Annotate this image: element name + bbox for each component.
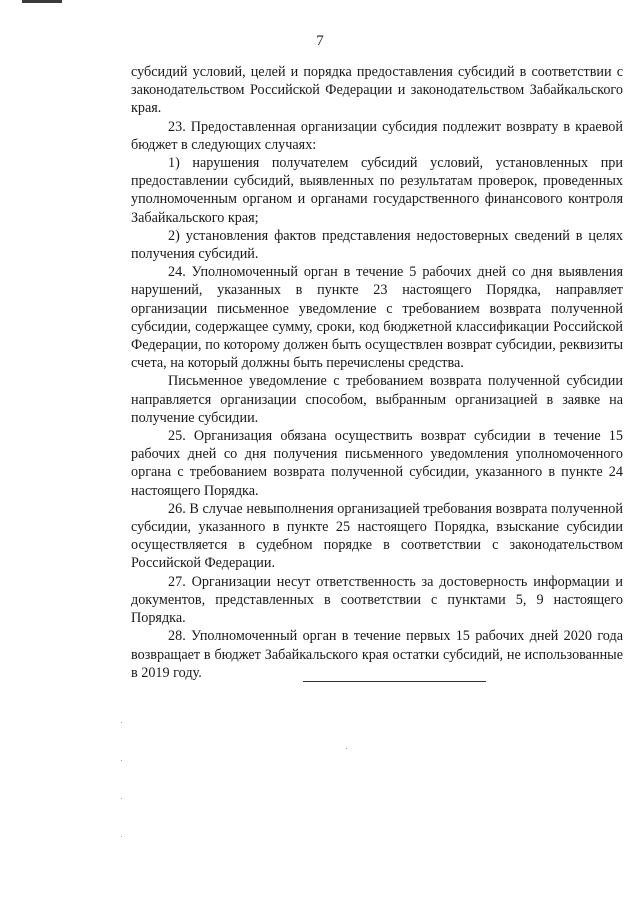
paragraph-26: 26. В случае невыполнения организацией требования возврата полученной субсидии, указанного в пункте 25 настоящего Порядка, взыскание субсидии осуществляется в судебном порядке в соответствии с законодательством Российской Федерации. [131,500,623,572]
paragraph-23-item-1: 1) нарушения получателем субсидий условий, установленных при предоставлении субсидий, выявленных по результатам проверок, проведенных уполномоченным органом и органами государственного финансового контроля Забайкальского края; [131,155,623,226]
paragraph-23: 23. Предоставленная организации субсидия подлежит возврату в краевой бюджет в следующих случаях: [131,118,623,153]
scan-edge-mark [22,0,62,3]
scan-speck [121,798,122,799]
scan-speck [121,836,122,837]
scan-speck [346,748,347,749]
paragraph-25: 25. Организация обязана осуществить возврат субсидии в течение 15 рабочих дней со дня получения письменного уведомления уполномоченного органа с требованием возврата полученной субсидии, указанного в пункте 24 настоящего Порядка. [131,428,623,499]
paragraph-23-item-2: 2) установления фактов представления недостоверных сведений в целях получения субсидий. [131,227,623,263]
closing-rule [303,681,486,682]
paragraph-24: 24. Уполномоченный орган в течение 5 рабочих дней со дня выявления нарушений, указанных в пункте 23 настоящего Порядка, направляет организации письменное уведомление с требованием возврата полученной субсидии, содержащее сумму, сроки, код бюджетной классификации Российской Федерации, по которому должен быть осуществлен возврат субсидии, реквизиты счета, на который должны быть перечислены средства. [131,264,623,372]
document-body [131,63,623,682]
scan-speck [121,760,122,761]
page-number: 7 [316,33,324,49]
paragraph-28: 28. Уполномоченный орган в течение первых 15 рабочих дней 2020 года возвращает в бюджет Забайкальского края остатки субсидий, не использованные в 2019 году. [131,628,623,681]
paragraph-27: 27. Организации несут ответственность за достоверность информации и документов, представленных в соответствии с пунктами 5, 9 настоящего Порядка. [131,573,623,627]
scan-speck [121,722,122,723]
paragraph-continuation: субсидий условий, целей и порядка предоставления субсидий в соответствии с законодательством Российской Федерации и законодательством Забайкальского края. [131,64,623,117]
paragraph-24-notice: Письменное уведомление с требованием возврата полученной субсидии направляется организации способом, выбранным организацией в заявке на получение субсидии. [131,373,623,426]
